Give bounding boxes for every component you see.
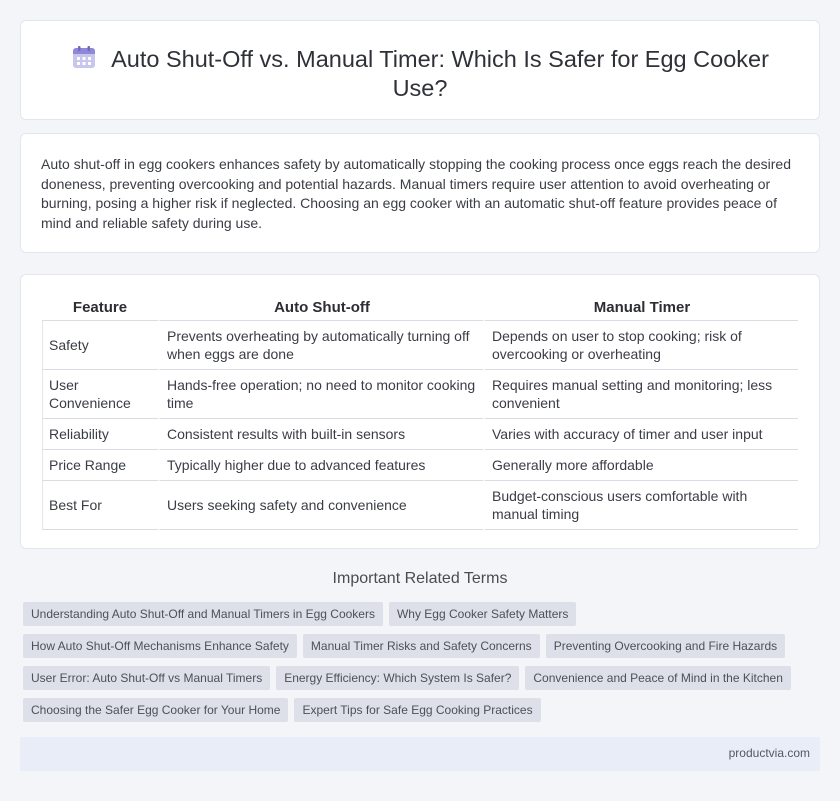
page-title-text: Auto Shut-Off vs. Manual Timer: Which Is Safer for Egg Cooker Use?: [111, 46, 769, 101]
related-term-tag[interactable]: Understanding Auto Shut-Off and Manual Timers in Egg Cookers: [23, 602, 383, 626]
related-term-tag[interactable]: Why Egg Cooker Safety Matters: [389, 602, 576, 626]
footer-site-link[interactable]: productvia.com: [728, 746, 810, 760]
related-term-tag[interactable]: How Auto Shut-Off Mechanisms Enhance Safety: [23, 634, 297, 658]
related-term-tag[interactable]: User Error: Auto Shut-Off vs Manual Timers: [23, 666, 270, 690]
table-cell: Budget-conscious users comfortable with manual timing: [483, 481, 798, 530]
column-header-feature: Feature: [42, 296, 158, 321]
summary-card: [20, 133, 820, 253]
title-card: [20, 20, 820, 120]
comparison-table-card: [20, 274, 820, 549]
table-cell: Typically higher due to advanced features: [158, 450, 483, 481]
table-cell: Price Range: [42, 450, 158, 481]
table-cell: Hands-free operation; no need to monitor cooking time: [158, 370, 483, 419]
related-term-tag[interactable]: Energy Efficiency: Which System Is Safer?: [276, 666, 519, 690]
related-term-tag[interactable]: Choosing the Safer Egg Cooker for Your Home: [23, 698, 288, 722]
page-title: [61, 45, 779, 103]
comparison-table: [42, 296, 798, 530]
table-row: [42, 450, 798, 481]
related-term-tag[interactable]: Manual Timer Risks and Safety Concerns: [303, 634, 540, 658]
table-cell: Prevents overheating by automatically turning off when eggs are done: [158, 321, 483, 370]
table-row: [42, 321, 798, 370]
related-terms-heading: Important Related Terms: [332, 570, 508, 587]
table-cell: User Convenience: [42, 370, 158, 419]
table-cell: Consistent results with built-in sensors: [158, 419, 483, 450]
table-cell: Users seeking safety and convenience: [158, 481, 483, 530]
summary-paragraph: Auto shut-off in egg cookers enhances safety by automatically stopping the cooking process once eggs reach the desired doneness, preventing overcooking and potential hazards. Manual timers require user attention to avoid overheating or burning, posing a higher risk if neglected. Choosing an egg cooker with an automatic shut-off feature provides peace of mind and reliable safety during use.: [41, 156, 791, 231]
table-row: [42, 419, 798, 450]
table-header-row: [42, 296, 798, 321]
table-cell: Generally more affordable: [483, 450, 798, 481]
related-term-tag[interactable]: Preventing Overcooking and Fire Hazards: [546, 634, 785, 658]
table-cell: Safety: [42, 321, 158, 370]
table-cell: Depends on user to stop cooking; risk of overcooking or overheating: [483, 321, 798, 370]
footer: [20, 737, 820, 771]
column-header-manual-timer: Manual Timer: [483, 296, 798, 321]
related-term-tag[interactable]: Expert Tips for Safe Egg Cooking Practices: [294, 698, 540, 722]
related-term-tag[interactable]: Convenience and Peace of Mind in the Kitchen: [525, 666, 791, 690]
table-cell: Best For: [42, 481, 158, 530]
column-header-auto-shut-off: Auto Shut-off: [158, 296, 483, 321]
calendar-icon: [71, 45, 97, 69]
table-cell: Varies with accuracy of timer and user input: [483, 419, 798, 450]
table-row: [42, 370, 798, 419]
table-cell: Reliability: [42, 419, 158, 450]
related-terms-list: [23, 602, 803, 722]
table-cell: Requires manual setting and monitoring; less convenient: [483, 370, 798, 419]
table-row: [42, 481, 798, 530]
